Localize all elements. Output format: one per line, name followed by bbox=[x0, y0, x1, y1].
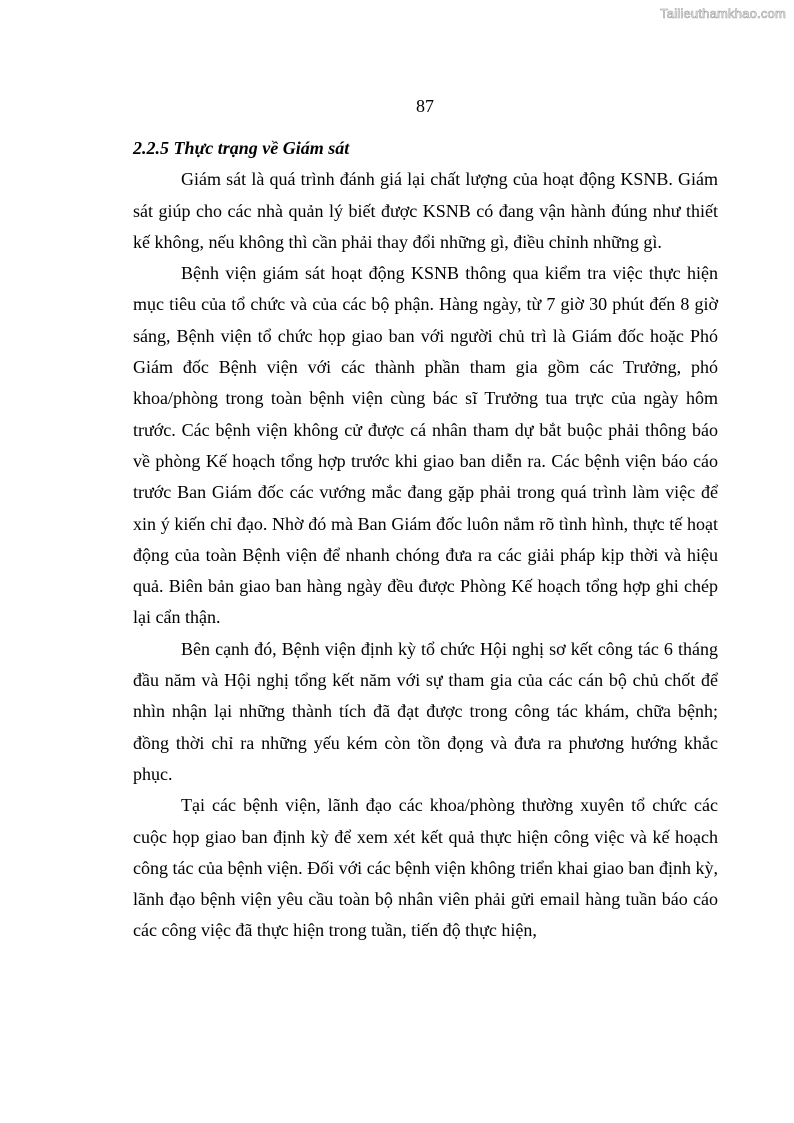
paragraph-4: Tại các bệnh viện, lãnh đạo các khoa/phòng thường xuyên tổ chức các cuộc họp giao ban định kỳ để xem xét kết quả thực hiện công việc và kế hoạch công tác của bệnh viện. Đối với các bệnh viện không triển khai giao ban định kỳ, lãnh đạo bệnh viện yêu cầu toàn bộ nhân viên phải gửi email hàng tuần báo cáo các công việc đã thực hiện trong tuần, tiến độ thực hiện, bbox=[133, 795, 718, 941]
section-heading: 2.2.5 Thực trạng về Giám sát bbox=[133, 138, 350, 158]
paragraph-1: Giám sát là quá trình đánh giá lại chất lượng của hoạt động KSNB. Giám sát giúp cho các nhà quản lý biết được KSNB có đang vận hành đúng như thiết kế không, nếu không thì cần phải thay đổi những gì, điều chỉnh những gì. bbox=[133, 169, 718, 252]
paragraph-3: Bên cạnh đó, Bệnh viện định kỳ tổ chức Hội nghị sơ kết công tác 6 tháng đầu năm và Hội nghị tổng kết năm với sự tham gia của các cán bộ chủ chốt để nhìn nhận lại những thành tích đã đạt được trong công tác khám, chữa bệnh; đồng thời chỉ ra những yếu kém còn tồn đọng và đưa ra phương hướng khắc phục. bbox=[133, 638, 718, 784]
document-body bbox=[133, 133, 718, 947]
page-number: 87 bbox=[416, 96, 434, 116]
watermark-text: Tailieuthamkhao.com bbox=[660, 6, 786, 21]
paragraph-2: Bệnh viện giám sát hoạt động KSNB thông qua kiểm tra việc thực hiện mục tiêu của tổ chức và của các bộ phận. Hàng ngày, từ 7 giờ 30 phút đến 8 giờ sáng, Bệnh viện tổ chức họp giao ban với người chủ trì là Giám đốc hoặc Phó Giám đốc Bệnh viện với các thành phần tham gia gồm các Trưởng, phó khoa/phòng trong toàn bệnh viện cùng bác sĩ Trưởng tua trực của ngày hôm trước. Các bệnh viện không cử được cá nhân tham dự bắt buộc phải thông báo về phòng Kế hoạch tổng hợp trước khi giao ban diễn ra. Các bệnh viện báo cáo trước Ban Giám đốc các vướng mắc đang gặp phải trong quá trình làm việc để xin ý kiến chỉ đạo. Nhờ đó mà Ban Giám đốc luôn nắm rõ tình hình, thực tế hoạt động của toàn Bệnh viện để nhanh chóng đưa ra các giải pháp kịp thời và hiệu quả. Biên bản giao ban hàng ngày đều được Phòng Kế hoạch tổng hợp ghi chép lại cẩn thận. bbox=[133, 263, 718, 628]
